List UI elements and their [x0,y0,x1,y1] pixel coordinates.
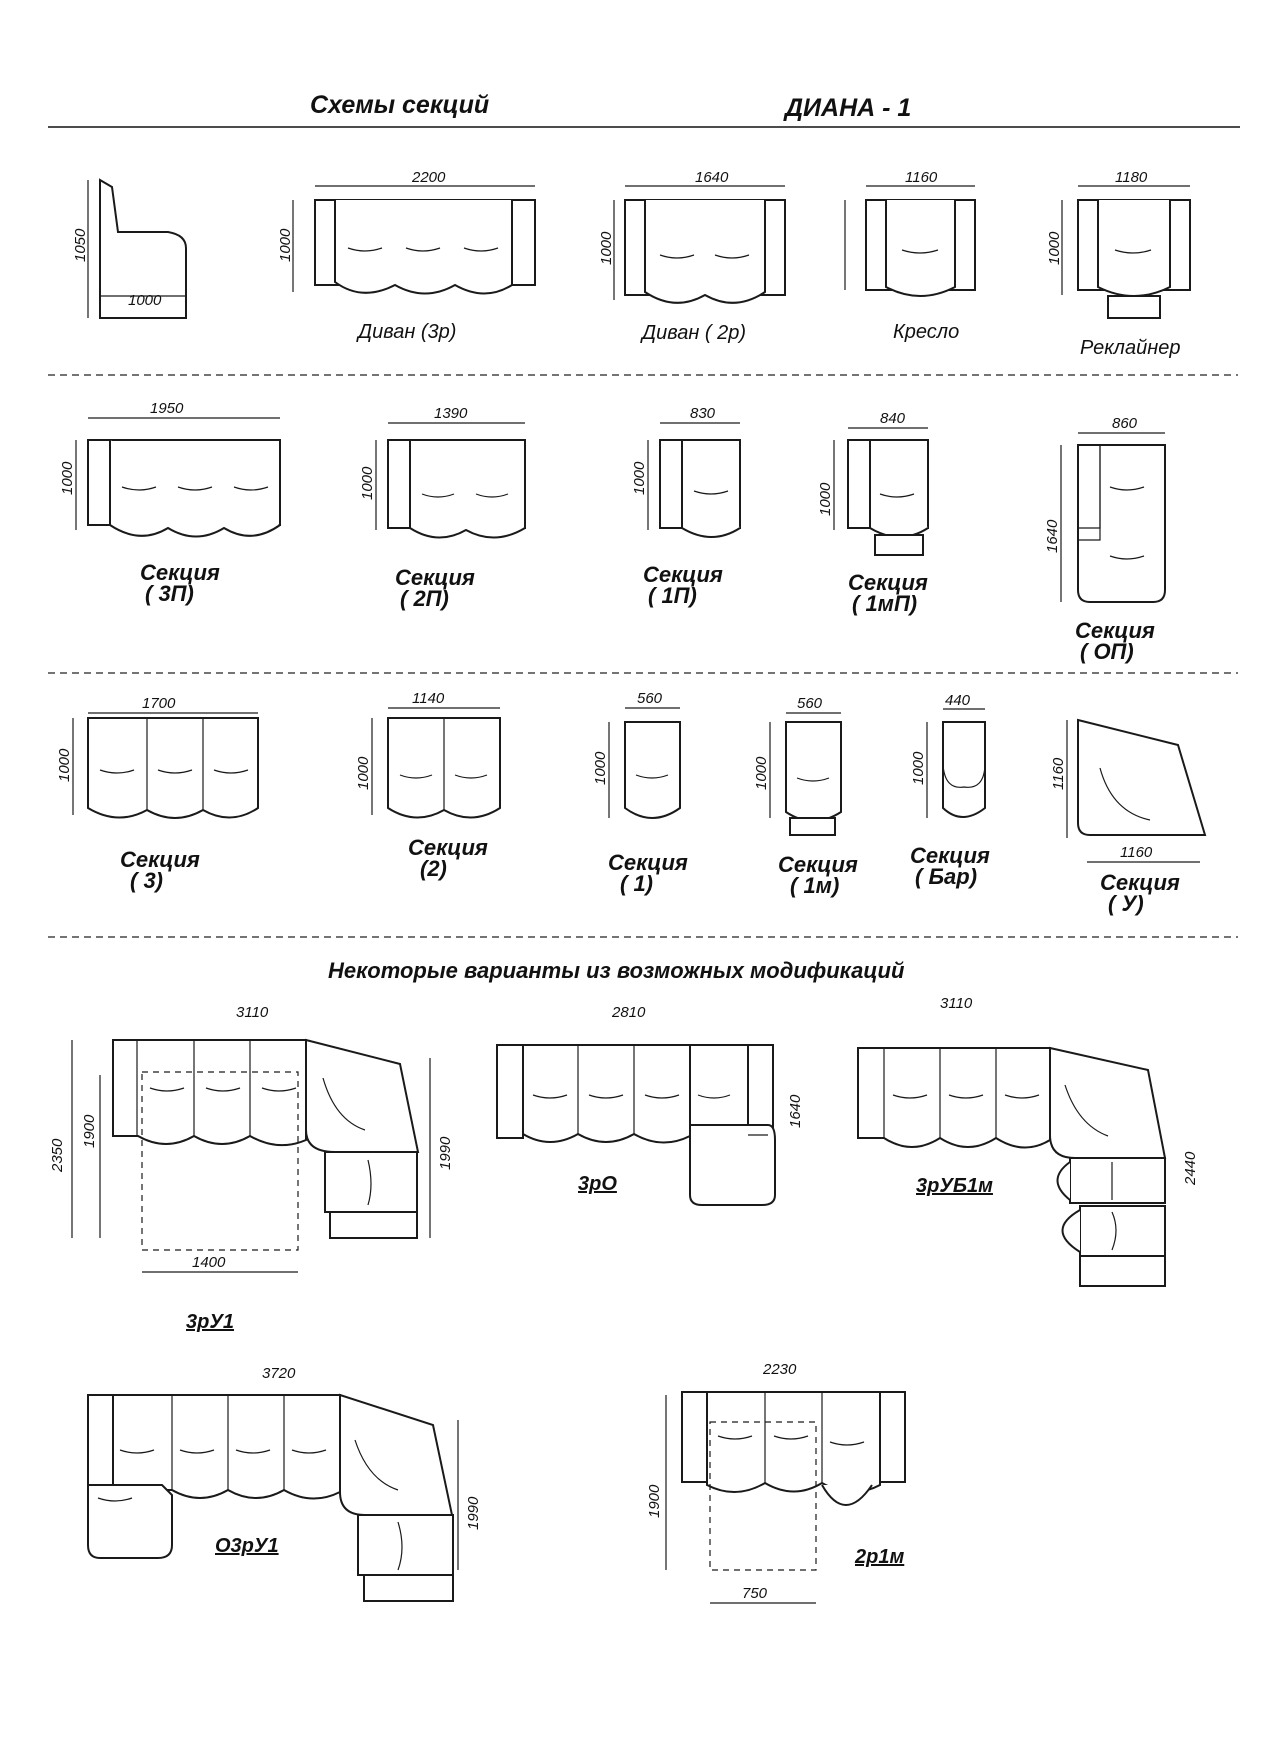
sop-width: 860 [1112,415,1138,432]
sheet-title: Схемы секций [310,91,490,119]
s1mp-depth: 1000 [817,482,834,516]
s1mp-label-1: Секция [848,570,928,595]
s2-label-2: (2) [420,856,447,881]
v3ru1-side: 1990 [437,1136,454,1170]
variant-o3ru1-diagram [88,1365,482,1601]
s3p-label-2: ( 3П) [145,581,194,606]
s1m-width: 560 [797,695,823,712]
s2p-width: 1390 [434,405,468,422]
s2p-label-1: Секция [395,565,475,590]
chair-side-view [72,180,186,318]
s1-depth: 1000 [592,751,609,785]
model-name: ДИАНА - 1 [785,94,912,122]
section-1-diagram [592,690,688,896]
v3ru1-code: 3рУ1 [186,1311,235,1333]
recliner-width: 1180 [1115,169,1148,186]
variant-3ro-diagram [497,1004,804,1205]
su-label-1: Секция [1100,870,1180,895]
s1m-label-1: Секция [778,852,858,877]
section-1mp-diagram [817,410,928,616]
v3rub1m-side: 2440 [1182,1151,1199,1185]
section-2-diagram [355,690,500,881]
v2r1m-code: 2р1м [855,1546,905,1568]
sofa-3r-diagram [277,169,535,343]
s2-width: 1140 [412,690,445,707]
recliner-depth: 1000 [1046,231,1063,265]
v3ru1-h2: 1900 [81,1114,98,1148]
sop-label-2: ( ОП) [1080,639,1134,664]
variant-2r1m-diagram [646,1361,905,1603]
s2-depth: 1000 [355,756,372,790]
armchair-label: Кресло [893,321,960,343]
sop-label-1: Секция [1075,618,1155,643]
v3ru1-width: 3110 [236,1004,269,1021]
su-label-2: ( У) [1108,891,1144,916]
s3-label-2: ( 3) [130,868,163,893]
s1p-depth: 1000 [631,461,648,495]
sofa3-label: Диван (3р) [358,321,457,343]
su-width: 1160 [1120,844,1153,861]
vo3ru1-side: 1990 [465,1496,482,1530]
variant-3ru1-diagram [49,1004,454,1333]
section-op-diagram [1044,415,1165,664]
s1-label-1: Секция [608,850,688,875]
v3rub1m-width: 3110 [940,995,973,1012]
sofa-2r-diagram [598,169,785,344]
s1p-label-2: ( 1П) [648,583,697,608]
s2p-label-2: ( 2П) [400,586,449,611]
s3p-depth: 1000 [59,461,76,495]
vo3ru1-code: О3рУ1 [215,1535,279,1557]
s1-label-2: ( 1) [620,871,653,896]
sbar-label-2: ( Бар) [915,864,978,889]
v2r1m-height: 1900 [646,1484,663,1518]
s3-label-1: Секция [120,847,200,872]
v2r1m-width: 2230 [763,1361,797,1378]
variant-3rub1m-diagram [858,995,1199,1286]
sofa2-depth: 1000 [598,231,615,265]
armchair-diagram [845,169,975,343]
s1p-width: 830 [690,405,716,422]
s1mp-label-2: ( 1мП) [852,591,918,616]
sofa3-depth: 1000 [277,228,294,262]
su-depth: 1160 [1050,757,1067,790]
s2p-depth: 1000 [359,466,376,500]
v3ro-code: 3рО [578,1173,617,1195]
sop-depth: 1640 [1044,519,1061,553]
s1p-label-1: Секция [643,562,723,587]
section-2p-diagram [359,405,525,611]
section-3-diagram [56,695,258,893]
section-3p-diagram [59,400,280,606]
section-u-diagram [1050,720,1205,916]
s1m-depth: 1000 [753,756,770,790]
section-1p-diagram [631,405,740,608]
variants-title: Некоторые варианты из возможных модификаций [328,958,905,983]
s3-depth: 1000 [56,748,73,782]
sbar-width: 440 [945,692,971,709]
sofa2-label: Диван ( 2р) [642,322,747,344]
vo3ru1-width: 3720 [262,1365,296,1382]
sbar-depth: 1000 [910,751,927,785]
v3ru1-bed: 1400 [192,1254,226,1271]
v3rub1m-code: 3рУБ1м [916,1175,993,1197]
s3p-width: 1950 [150,400,184,417]
s2-label-1: Секция [408,835,488,860]
section-bar-diagram [910,692,990,889]
s3p-label-1: Секция [140,560,220,585]
s1-width: 560 [637,690,663,707]
sofa3-width: 2200 [412,169,446,186]
armchair-width: 1160 [905,169,938,186]
sbar-label-1: Секция [910,843,990,868]
s1m-label-2: ( 1м) [790,873,840,898]
chair-height: 1050 [72,228,89,262]
sofa2-width: 1640 [695,169,729,186]
section-1m-diagram [753,695,858,898]
v3ro-width: 2810 [612,1004,646,1021]
chair-depth: 1000 [128,292,162,309]
s1mp-width: 840 [880,410,906,427]
v3ru1-h1: 2350 [49,1138,66,1172]
v3ro-side: 1640 [787,1094,804,1128]
recliner-diagram [1046,169,1190,359]
s3-width: 1700 [142,695,176,712]
recliner-label: Реклайнер [1080,337,1181,359]
v2r1m-bed: 750 [742,1585,768,1602]
